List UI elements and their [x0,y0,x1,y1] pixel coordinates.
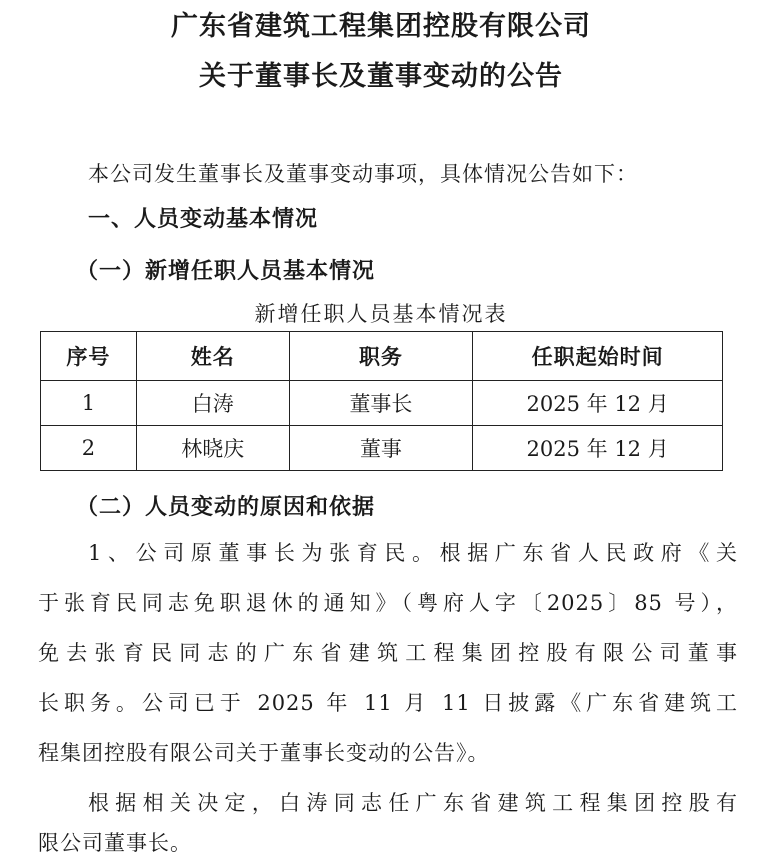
table-header-row [41,332,723,381]
column-header-index: 序号 [41,332,137,381]
cell-index: 1 [41,381,137,426]
cell-name: 白涛 [136,381,289,426]
cell-position: 董事长 [289,381,473,426]
cell-start-date: 2025 年 12 月 [473,426,723,471]
intro-paragraph: 本公司发生董事长及董事变动事项，具体情况公告如下： [88,162,638,186]
column-header-position: 职务 [289,332,473,381]
paragraph-line: 长职务。公司已于 2025 年 11 月 11 日披露《广东省建筑工 [38,691,738,715]
document-title-subject: 关于董事长及董事变动的公告 [199,61,563,92]
paragraph-line: 于张育民同志免职退休的通知》（粤府人字〔2025〕85 号）， [38,591,738,615]
cell-index: 2 [41,426,137,471]
new-appointees-table [40,331,723,471]
column-header-start-date: 任职起始时间 [473,332,723,381]
table-row [41,381,723,426]
table-caption: 新增任职人员基本情况表 [254,302,508,326]
paragraph-line: 程集团控股有限公司关于董事长变动的公告》。 [38,741,490,765]
paragraph-line: 限公司董事长。 [38,831,192,855]
paragraph-line: 1、公司原董事长为张育民。根据广东省人民政府《关 [88,541,738,565]
cell-name: 林晓庆 [136,426,289,471]
paragraph-line: 免去张育民同志的广东省建筑工程集团控股有限公司董事 [38,641,738,665]
paragraph-line: 根据相关决定，白涛同志任广东省建筑工程集团控股有 [88,791,738,815]
table-row [41,426,723,471]
subsection-heading-2: （二）人员变动的原因和依据 [76,495,376,520]
document-title-company: 广东省建筑工程集团控股有限公司 [171,11,591,42]
cell-start-date: 2025 年 12 月 [473,381,723,426]
section-heading-1: 一、人员变动基本情况 [88,207,319,232]
cell-position: 董事 [289,426,473,471]
subsection-heading-1: （一）新增任职人员基本情况 [76,259,376,284]
column-header-name: 姓名 [136,332,289,381]
